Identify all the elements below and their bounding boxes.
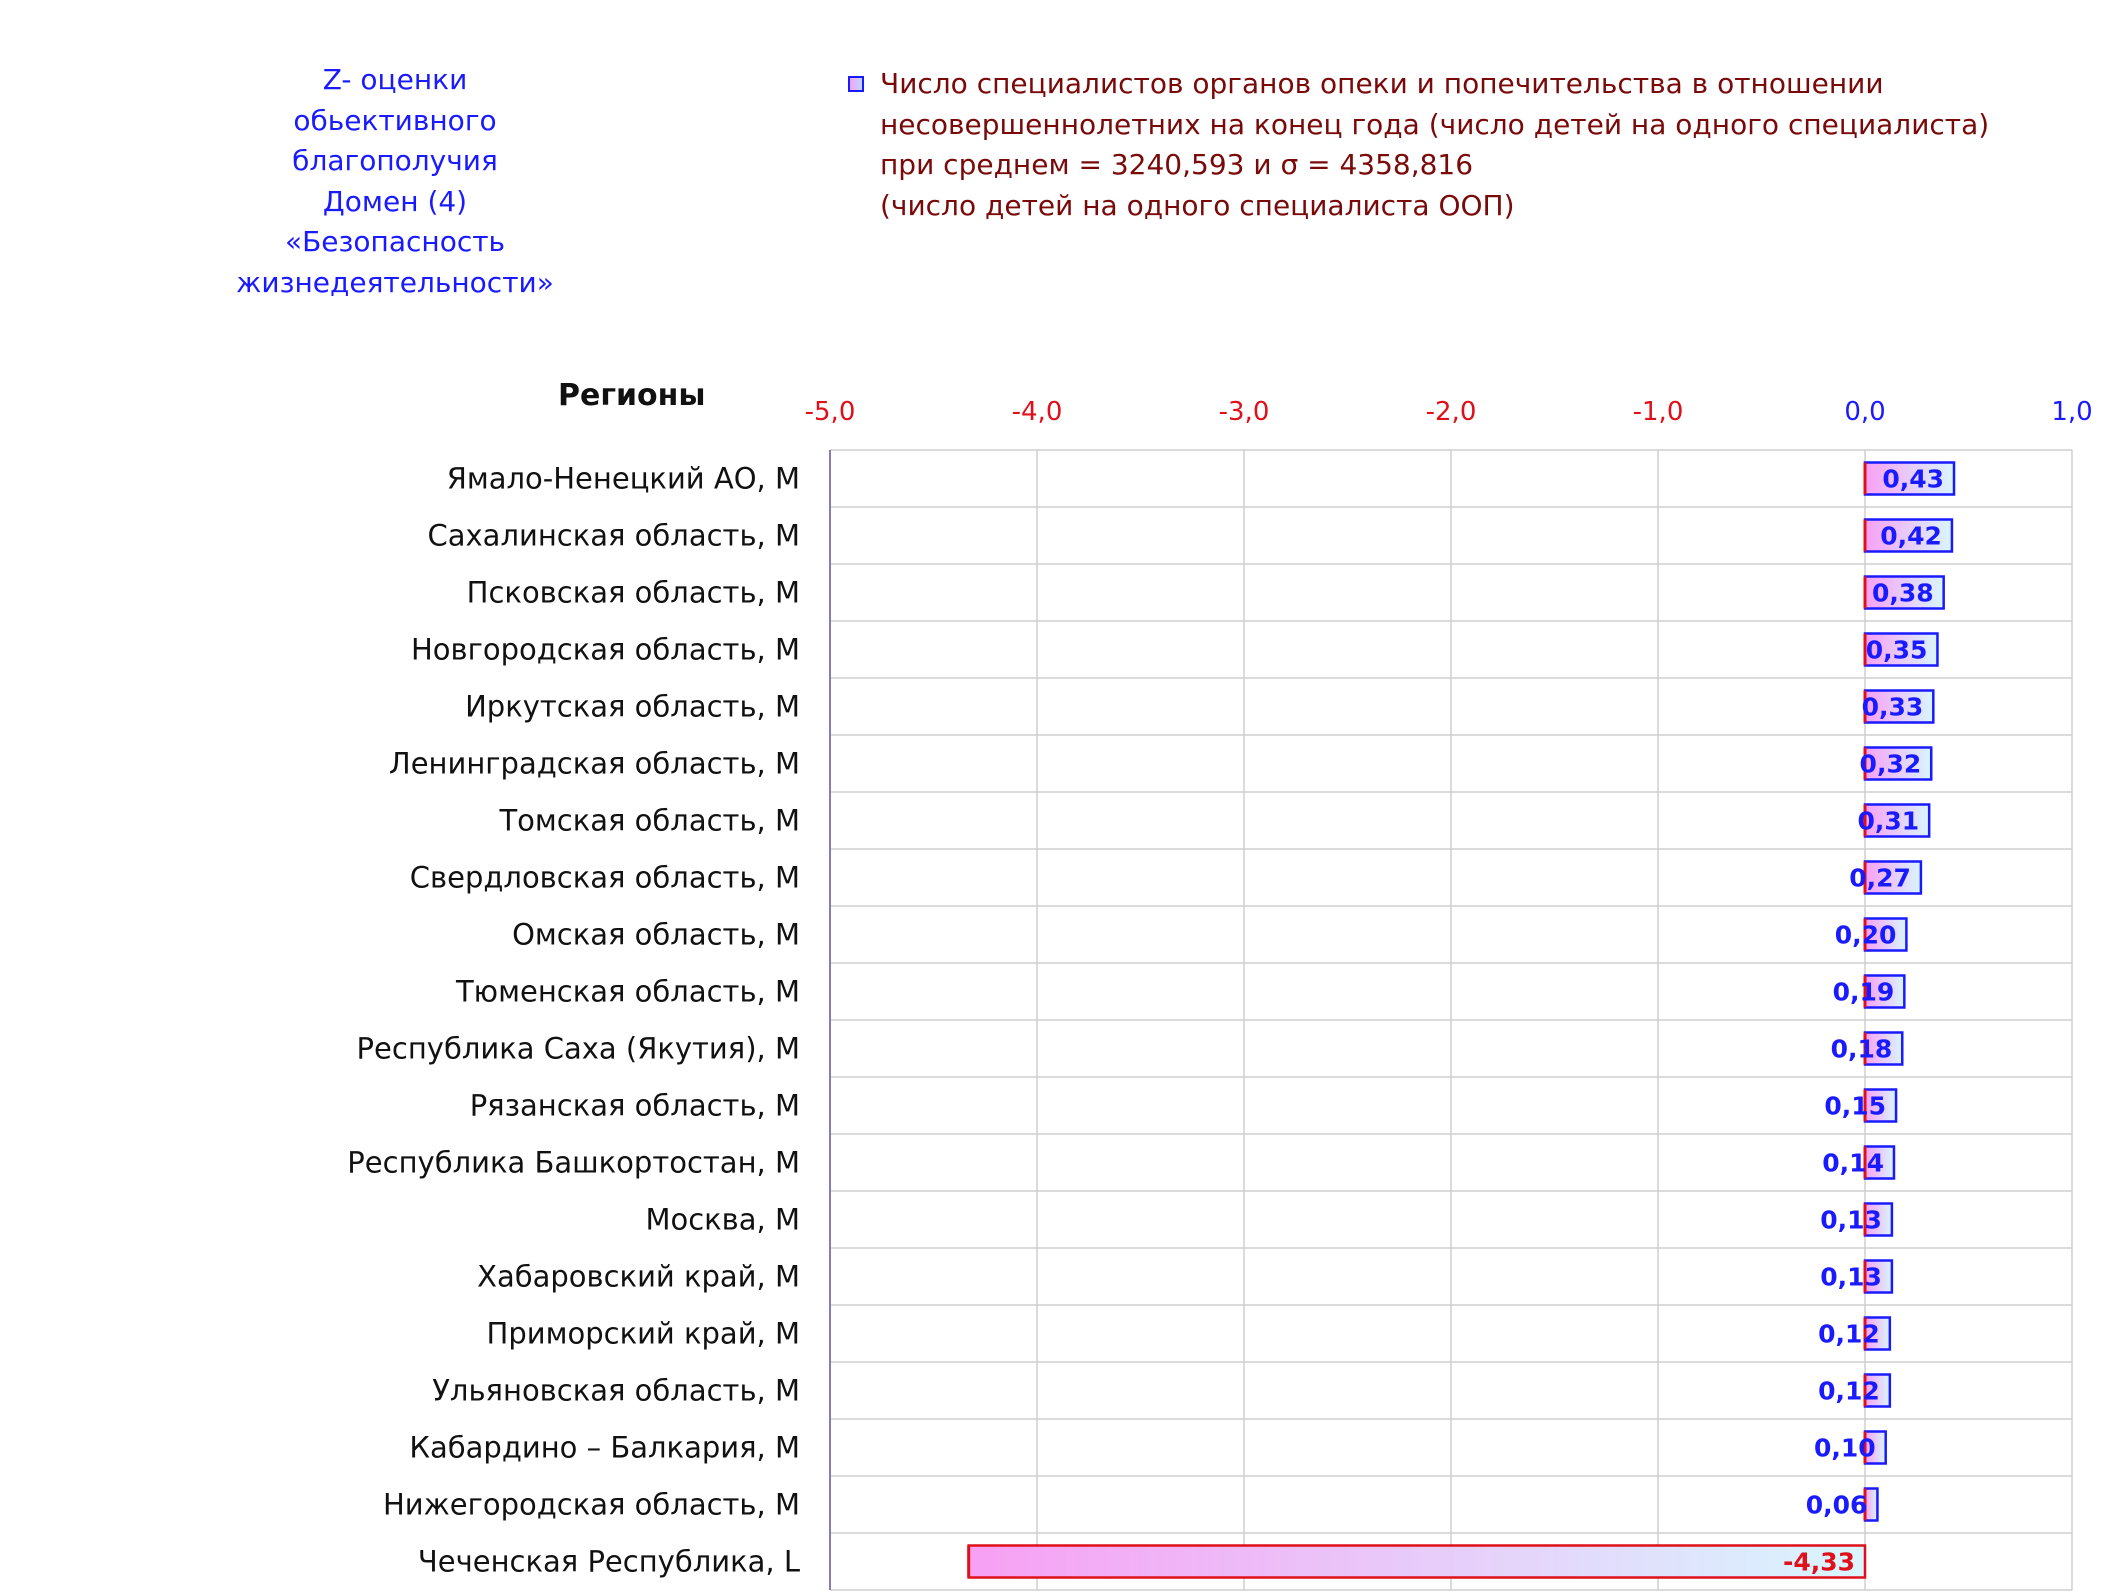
x-tick-label: -1,0 <box>1632 397 1684 427</box>
side-title-line: «Безопасность <box>284 225 506 258</box>
category-label: Кабардино – Балкария, М <box>409 1430 800 1465</box>
category-label: Нижегородская область, М <box>382 1487 800 1522</box>
data-label: 0,31 <box>1857 806 1920 836</box>
x-tick-label: 0,0 <box>1844 397 1886 427</box>
category-label: Ленинградская область, М <box>388 746 800 781</box>
data-label: 0,42 <box>1880 521 1942 551</box>
data-label: 0,18 <box>1830 1034 1893 1064</box>
side-title-line: жизнедеятельности» <box>236 265 554 299</box>
side-title-line: Домен (4) <box>322 184 468 218</box>
x-tick-label: -3,0 <box>1218 397 1270 427</box>
x-tick-label: 1,0 <box>2051 397 2093 427</box>
data-label: 0,15 <box>1824 1091 1887 1121</box>
data-label: 0,10 <box>1814 1433 1876 1463</box>
category-label: Ямало-Ненецкий АО, М <box>446 461 800 496</box>
data-label: 0,14 <box>1822 1148 1884 1178</box>
category-label: Иркутская область, М <box>465 689 800 724</box>
category-label: Чеченская Республика, L <box>417 1544 800 1579</box>
category-labels <box>347 462 800 1579</box>
category-label: Республика Башкортостан, М <box>347 1145 800 1180</box>
x-tick-label: -5,0 <box>804 397 856 427</box>
category-label: Новгородская область, М <box>410 632 800 667</box>
bar <box>969 1546 1865 1578</box>
category-label: Псковская область, М <box>466 575 800 610</box>
grid <box>830 450 2072 1590</box>
legend-line: Число специалистов органов опеки и попечительства в отношении <box>880 67 1884 100</box>
category-label: Томская область, М <box>499 803 800 838</box>
data-label: 0,13 <box>1820 1262 1882 1292</box>
data-label: 0,12 <box>1818 1319 1880 1349</box>
data-label: 0,38 <box>1871 578 1934 608</box>
side-title-line: благополучия <box>292 144 498 177</box>
legend-line: (число детей на одного специалиста ООП) <box>880 188 1515 222</box>
side-title-line: обьективного <box>293 103 497 137</box>
x-axis-ticks <box>805 397 2093 427</box>
data-label: 0,35 <box>1865 635 1928 665</box>
data-label: 0,12 <box>1818 1376 1880 1406</box>
data-label: 0,32 <box>1859 749 1922 779</box>
category-header: Регионы <box>558 378 706 413</box>
x-tick-label: -2,0 <box>1425 397 1477 427</box>
category-label: Тюменская область, М <box>455 974 800 1009</box>
data-label: 0,20 <box>1834 920 1897 950</box>
category-label: Ульяновская область, М <box>432 1373 800 1408</box>
category-label: Сахалинская область, М <box>427 518 800 553</box>
data-label: 0,13 <box>1820 1205 1882 1235</box>
legend-line: несовершеннолетних на конец года (число детей на одного специалиста) <box>880 107 1990 141</box>
data-label: 0,43 <box>1882 464 1945 494</box>
data-label: 0,33 <box>1861 692 1924 722</box>
category-label: Хабаровский край, М <box>477 1259 800 1294</box>
x-tick-label: -4,0 <box>1011 397 1063 427</box>
category-label: Рязанская область, М <box>469 1088 800 1123</box>
legend-line: при среднем = 3240,593 и σ = 4358,816 <box>880 148 1474 181</box>
category-label: Омская область, М <box>512 917 800 952</box>
category-label: Москва, М <box>645 1202 800 1237</box>
data-label: 0,06 <box>1805 1490 1868 1520</box>
data-label: 0,19 <box>1832 977 1895 1007</box>
category-label: Приморский край, М <box>486 1316 800 1351</box>
data-label: -4,33 <box>1782 1547 1855 1577</box>
side-title-line: Z- оценки <box>322 63 468 96</box>
data-label: 0,27 <box>1849 863 1911 893</box>
category-label: Свердловская область, М <box>409 860 800 895</box>
category-label: Республика Саха (Якутия), М <box>356 1031 800 1066</box>
